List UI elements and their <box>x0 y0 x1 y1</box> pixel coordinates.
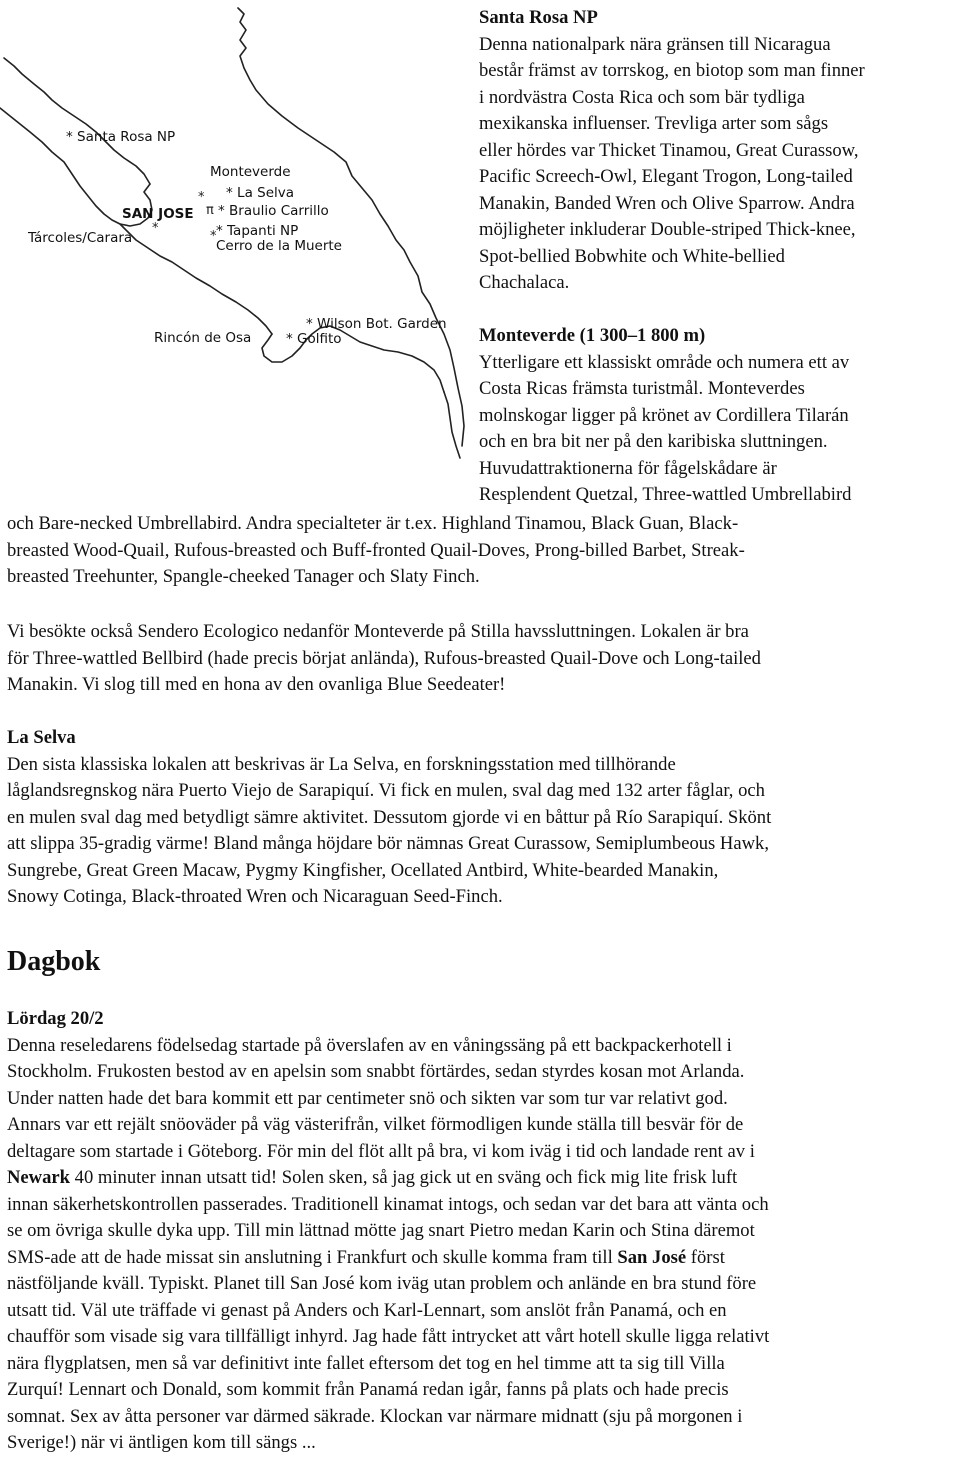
text-line: består främst av torrskog, en biotop som man finner <box>479 60 865 81</box>
san-jose-bold: San José <box>617 1246 687 1268</box>
text-line: innan säkerhetskontrollen passerades. Traditionell kinamat intogs, och sedan var det bara att vänta och <box>7 1193 769 1215</box>
text-line: i nordvästra Costa Rica och som bär tydliga <box>479 86 805 108</box>
map-label-cerro-de-la-muerte: Cerro de la Muerte <box>216 238 342 254</box>
text-line: se om övriga skulle dyka upp. Till min lättnad mötte jag snart Pietro medan Karin och Stina däremot <box>7 1220 755 1241</box>
text-line: Den sista klassiska lokalen att beskrivas är La Selva, en forskningsstation med tillhörande <box>7 753 676 775</box>
map-label-rincon-de-osa: Rincón de Osa <box>154 330 252 346</box>
text-line: somnat. Sex av åtta personer var därmed säkrade. Klockan var närmare midnatt (sju på morgonen i <box>7 1405 743 1427</box>
text-line: en mulen sval dag med betydligt sämre aktivitet. Dessutom gjorde vi en båttur på Río Sarapiquí. Skönt <box>7 806 772 828</box>
text-line: chaufför som visade sig vara tillfälligt inhyrd. Jag hade fått intrycket att vårt hotell skulle ligga relativt <box>7 1326 770 1347</box>
text-line <box>7 1165 955 1192</box>
text-line: molnskogar ligger på krönet av Cordillera Tilarán <box>479 404 849 426</box>
text-line: mexikanska influenser. Trevliga arter som sågs <box>479 113 829 134</box>
text-line: breasted Treehunter, Spangle-cheeked Tanager och Slaty Finch. <box>7 566 480 587</box>
text-line: och Bare-necked Umbrellabird. Andra specialteter är t.ex. Highland Tinamou, Black Guan, Black- <box>7 513 739 534</box>
map-label-tarcoles-carara: Tárcoles/Carara <box>28 230 133 246</box>
text-line: deltagare som startade i Göteborg. För min del flöt allt på bra, vi kom iväg i tid och landade rent av i <box>7 1140 755 1162</box>
costa-rica-map <box>0 0 466 465</box>
text-line: Under natten hade det bara kommit ett par centimeter snö och sikten var som tur var relativt god. <box>7 1087 728 1109</box>
text-line: Snowy Cotinga, Black-throated Wren och Nicaraguan Seed-Finch. <box>7 886 503 907</box>
text-line: Sverige!) när vi äntligen kom till sängs ... <box>7 1432 316 1453</box>
text-line: att slippa 35-gradig värme! Bland många höjdare bör nämnas Great Curassow, Semiplumbeous Hawk, <box>7 833 769 854</box>
text-line: Annars var ett rejält snöoväder på väg västerifrån, vilket förmodligen kunde ställa till besvär för de <box>7 1114 744 1135</box>
monteverde-heading: Monteverde (1 300–1 800 m) <box>479 325 706 346</box>
text-line: nära flygplatsen, men så var definitivt inte fallet eftersom det tog en hel timme att ta sig till Villa <box>7 1352 725 1374</box>
santa-rosa-heading: Santa Rosa NP <box>479 7 598 28</box>
text-line: Manakin. Vi slog till med en hona av den ovanliga Blue Seedeater! <box>7 674 506 695</box>
monteverde-continued <box>7 511 955 591</box>
marker-star: * <box>198 190 205 205</box>
marker-star: π <box>206 203 214 218</box>
marker-star: * <box>152 221 159 236</box>
text-line: Spot-bellied Bobwhite och White-bellied <box>479 245 785 267</box>
text-line: Zurquí! Lennart och Donald, som kommit från Panamá redan igår, fanns på plats och hade precis <box>7 1379 729 1400</box>
text-line <box>7 1245 955 1272</box>
text-line: Resplendent Quetzal, Three-wattled Umbrellabird <box>479 484 852 505</box>
la-selva-heading: La Selva <box>7 727 76 748</box>
text-line: Manakin, Banded Wren och Olive Sparrow. Andra <box>479 192 855 214</box>
map-label-braulio-carrillo: * Braulio Carrillo <box>218 203 329 219</box>
text-line: Costa Ricas främsta turistmål. Monteverdes <box>479 378 805 399</box>
text-line: Sungrebe, Great Green Macaw, Pygmy Kingfisher, Ocellated Antbird, White-bearded Manakin, <box>7 859 719 881</box>
newark-bold: Newark <box>7 1167 70 1188</box>
text-line: Stockholm. Frukosten bestod av en apelsin som snabbt förtärdes, sedan styrdes kosan mot Arlanda. <box>7 1061 745 1082</box>
text-line: Chachalaca. <box>479 272 570 293</box>
map-label-tapanti: * Tapanti NP <box>216 223 299 239</box>
map-label-la-selva: * La Selva <box>226 185 295 201</box>
marker-star: * <box>210 229 217 244</box>
text-line: Vi besökte också Sendero Ecologico nedanför Monteverde på Stilla havssluttningen. Lokalen är bra <box>7 621 749 642</box>
text-line: möjligheter inkluderar Double-striped Thick-knee, <box>479 219 856 240</box>
text-line: eller hördes var Thicket Tinamou, Great Curassow, <box>479 139 859 161</box>
la-selva-section <box>7 725 955 911</box>
map-label-santa-rosa: * Santa Rosa NP <box>66 129 176 145</box>
text-line: för Three-wattled Bellbird (hade precis börjat anlända), Rufous-breasted Quail-Dove och Long-tailed <box>7 647 761 669</box>
text-line: Huvudattraktionerna för fågelskådare är <box>479 457 777 479</box>
sendero-paragraph <box>7 619 955 699</box>
map-label-san-jose: SAN JOSE <box>122 206 194 222</box>
text-line: Denna nationalpark nära gränsen till Nicaragua <box>479 33 831 55</box>
text-line: och en bra bit ner på den karibiska sluttningen. <box>479 431 828 452</box>
dagbok-heading: Dagbok <box>7 946 101 977</box>
map-label-wilson-bot-garden: * Wilson Bot. Garden <box>306 316 447 332</box>
monteverde-section <box>479 323 954 509</box>
santa-rosa-section <box>479 5 954 297</box>
text-line: nästföljande kväll. Typiskt. Planet till San José kom iväg utan problem och anlände en bra stund före <box>7 1273 757 1294</box>
map-label-golfito: * Golfito <box>286 331 342 347</box>
text-fragment: först <box>686 1246 725 1268</box>
day-heading: Lördag 20/2 <box>7 1008 104 1029</box>
text-line: Denna reseledarens födelsedag startade på överslafen av en våningssäng på ett backpackerhotell i <box>7 1034 732 1056</box>
text-line: breasted Wood-Quail, Rufous-breasted och Buff-fronted Quail-Doves, Prong-billed Barbet, Streak- <box>7 539 745 561</box>
text-line: Ytterligare ett klassiskt område och numera ett av <box>479 351 850 373</box>
text-line: Pacific Screech-Owl, Elegant Trogon, Long-tailed <box>479 166 853 187</box>
text-fragment: SMS-ade att de hade missat sin anslutning i Frankfurt och skulle komma fram till <box>7 1246 618 1268</box>
text-line: utsatt tid. Väl ute träffade vi genast på Anders och Karl-Lennart, som anslöt från Panamá, och en <box>7 1299 727 1321</box>
dagbok-entry <box>7 1006 955 1457</box>
text-fragment: 40 minuter innan utsatt tid! Solen sken, så jag gick ut en sväng och fick mig lite frisk luft <box>70 1167 738 1188</box>
map-label-monteverde: Monteverde <box>210 164 291 180</box>
text-line: låglandsregnskog nära Puerto Viejo de Sarapiquí. Vi fick en mulen, sval dag med 132 arter fåglar, och <box>7 780 765 801</box>
